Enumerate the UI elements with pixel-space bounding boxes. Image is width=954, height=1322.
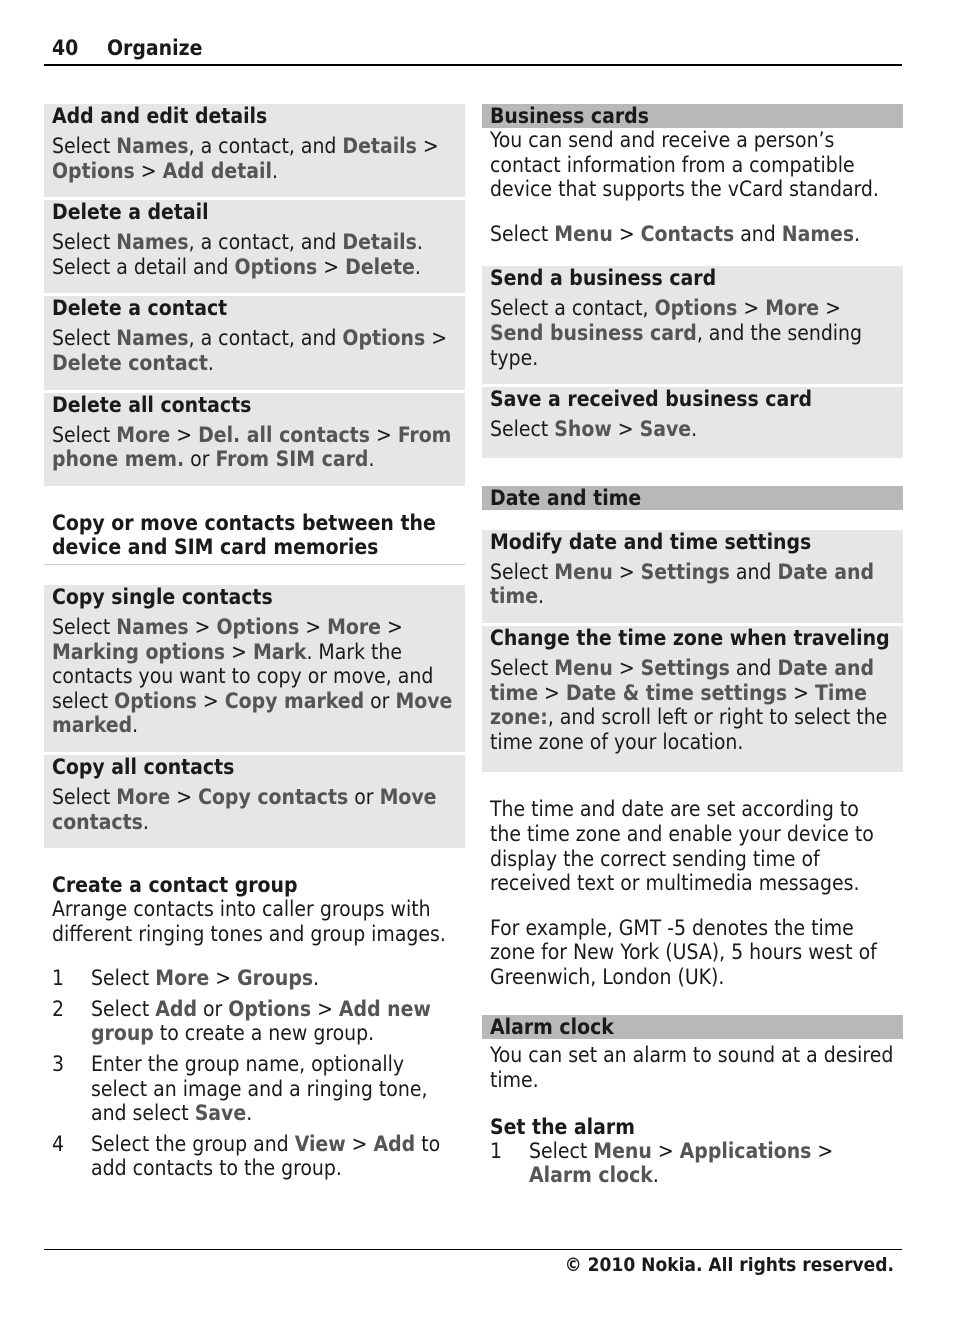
copy-single-title: Copy single contacts (52, 584, 273, 609)
date-time-banner: Date and time (482, 486, 903, 510)
list-item: 3 Enter the group name, optionally select an image and a ringing tone, and select Save. (52, 1052, 428, 1126)
save-card-text: Select Show > Save. (490, 417, 698, 442)
right-column (482, 104, 903, 1194)
business-cards-banner: Business cards (482, 104, 903, 128)
add-edit-details-text: Select Names, a contact, and Details > Options > Add detail. (52, 134, 439, 183)
chapter-title: Organize (107, 36, 203, 60)
left-column (44, 104, 465, 1187)
send-card-title: Send a business card (490, 266, 717, 291)
time-zone-box (482, 626, 903, 775)
set-alarm-steps (482, 1139, 903, 1188)
set-alarm-title: Set the alarm (490, 1114, 635, 1139)
modify-datetime-title: Modify date and time settings (490, 529, 812, 554)
delete-contact-title: Delete a contact (52, 296, 228, 321)
create-group-intro: Arrange contacts into caller groups with different ringing tones and group images. (52, 897, 446, 946)
add-edit-details-title: Add and edit details (52, 104, 268, 128)
save-card-box (482, 387, 903, 461)
send-card-box (482, 266, 903, 387)
business-cards-intro: You can send and receive a person’s contact information from a compatible device that supports the vCard standard. (490, 128, 879, 202)
modify-datetime-text: Select Menu > Settings and Date and time. (490, 559, 875, 609)
time-zone-title: Change the time zone when traveling (490, 625, 890, 650)
copy-all-text: Select More > Copy contacts or Move contacts. (52, 784, 437, 834)
copy-single-text: Select Names > Options > More > Marking options > Mark. Mark the contacts you want to copy or move, and select Options > Copy marked or Move marked. (52, 614, 453, 738)
copy-all-title: Copy all contacts (52, 754, 235, 779)
copyright-text: © 2010 Nokia. All rights reserved. (564, 1254, 894, 1276)
datetime-paragraph-1: The time and date are set according to the time zone and enable your device to display the correct sending time of received text or multimedia messages. (490, 797, 874, 896)
create-group-title: Create a contact group (52, 873, 298, 898)
delete-contact-box (44, 296, 465, 392)
list-item: 1 Select More > Groups. (52, 966, 320, 991)
create-group-steps (44, 966, 465, 1181)
delete-detail-box (44, 200, 465, 296)
alarm-intro: You can set an alarm to sound at a desired time. (490, 1043, 894, 1093)
list-item: 1 Select Menu > Applications > Alarm clock. (490, 1138, 834, 1188)
datetime-paragraph-2: For example, GMT -5 denotes the time zone for New York (USA), 5 hours west of Greenwich, London (UK). (490, 915, 877, 989)
copy-move-heading: Copy or move contacts between the device and SIM card memories (44, 511, 465, 565)
list-item: 4 Select the group and View > Add to add contacts to the group. (52, 1131, 441, 1181)
add-edit-details-box (44, 104, 465, 200)
page-number: 40 (52, 36, 79, 60)
delete-all-text: Select More > Del. all contacts > From phone mem. or From SIM card. (52, 422, 452, 472)
delete-all-box (44, 393, 465, 489)
send-card-text: Select a contact, Options > More > Send business card, and the sending type. (490, 296, 863, 370)
copy-all-box (44, 755, 465, 851)
copy-single-box (44, 585, 465, 755)
save-card-title: Save a received business card (490, 387, 813, 412)
page-footer (44, 1249, 902, 1276)
modify-datetime-box (482, 530, 903, 626)
delete-detail-title: Delete a detail (52, 200, 209, 225)
list-item: 2 Select Add or Options > Add new group to create a new group. (52, 996, 431, 1046)
time-zone-text: Select Menu > Settings and Date and time > Date & time settings > Time zone:, and scroll left or right to select the time zone of your location. (490, 655, 888, 754)
delete-all-title: Delete all contacts (52, 392, 252, 417)
delete-detail-text: Select Names, a contact, and Details. Select a detail and Options > Delete. (52, 230, 423, 279)
delete-contact-text: Select Names, a contact, and Options > Delete contact. (52, 326, 448, 375)
alarm-clock-banner: Alarm clock (482, 1015, 903, 1039)
business-cards-select: Select Menu > Contacts and Names. (490, 221, 861, 246)
page-header (44, 34, 902, 66)
